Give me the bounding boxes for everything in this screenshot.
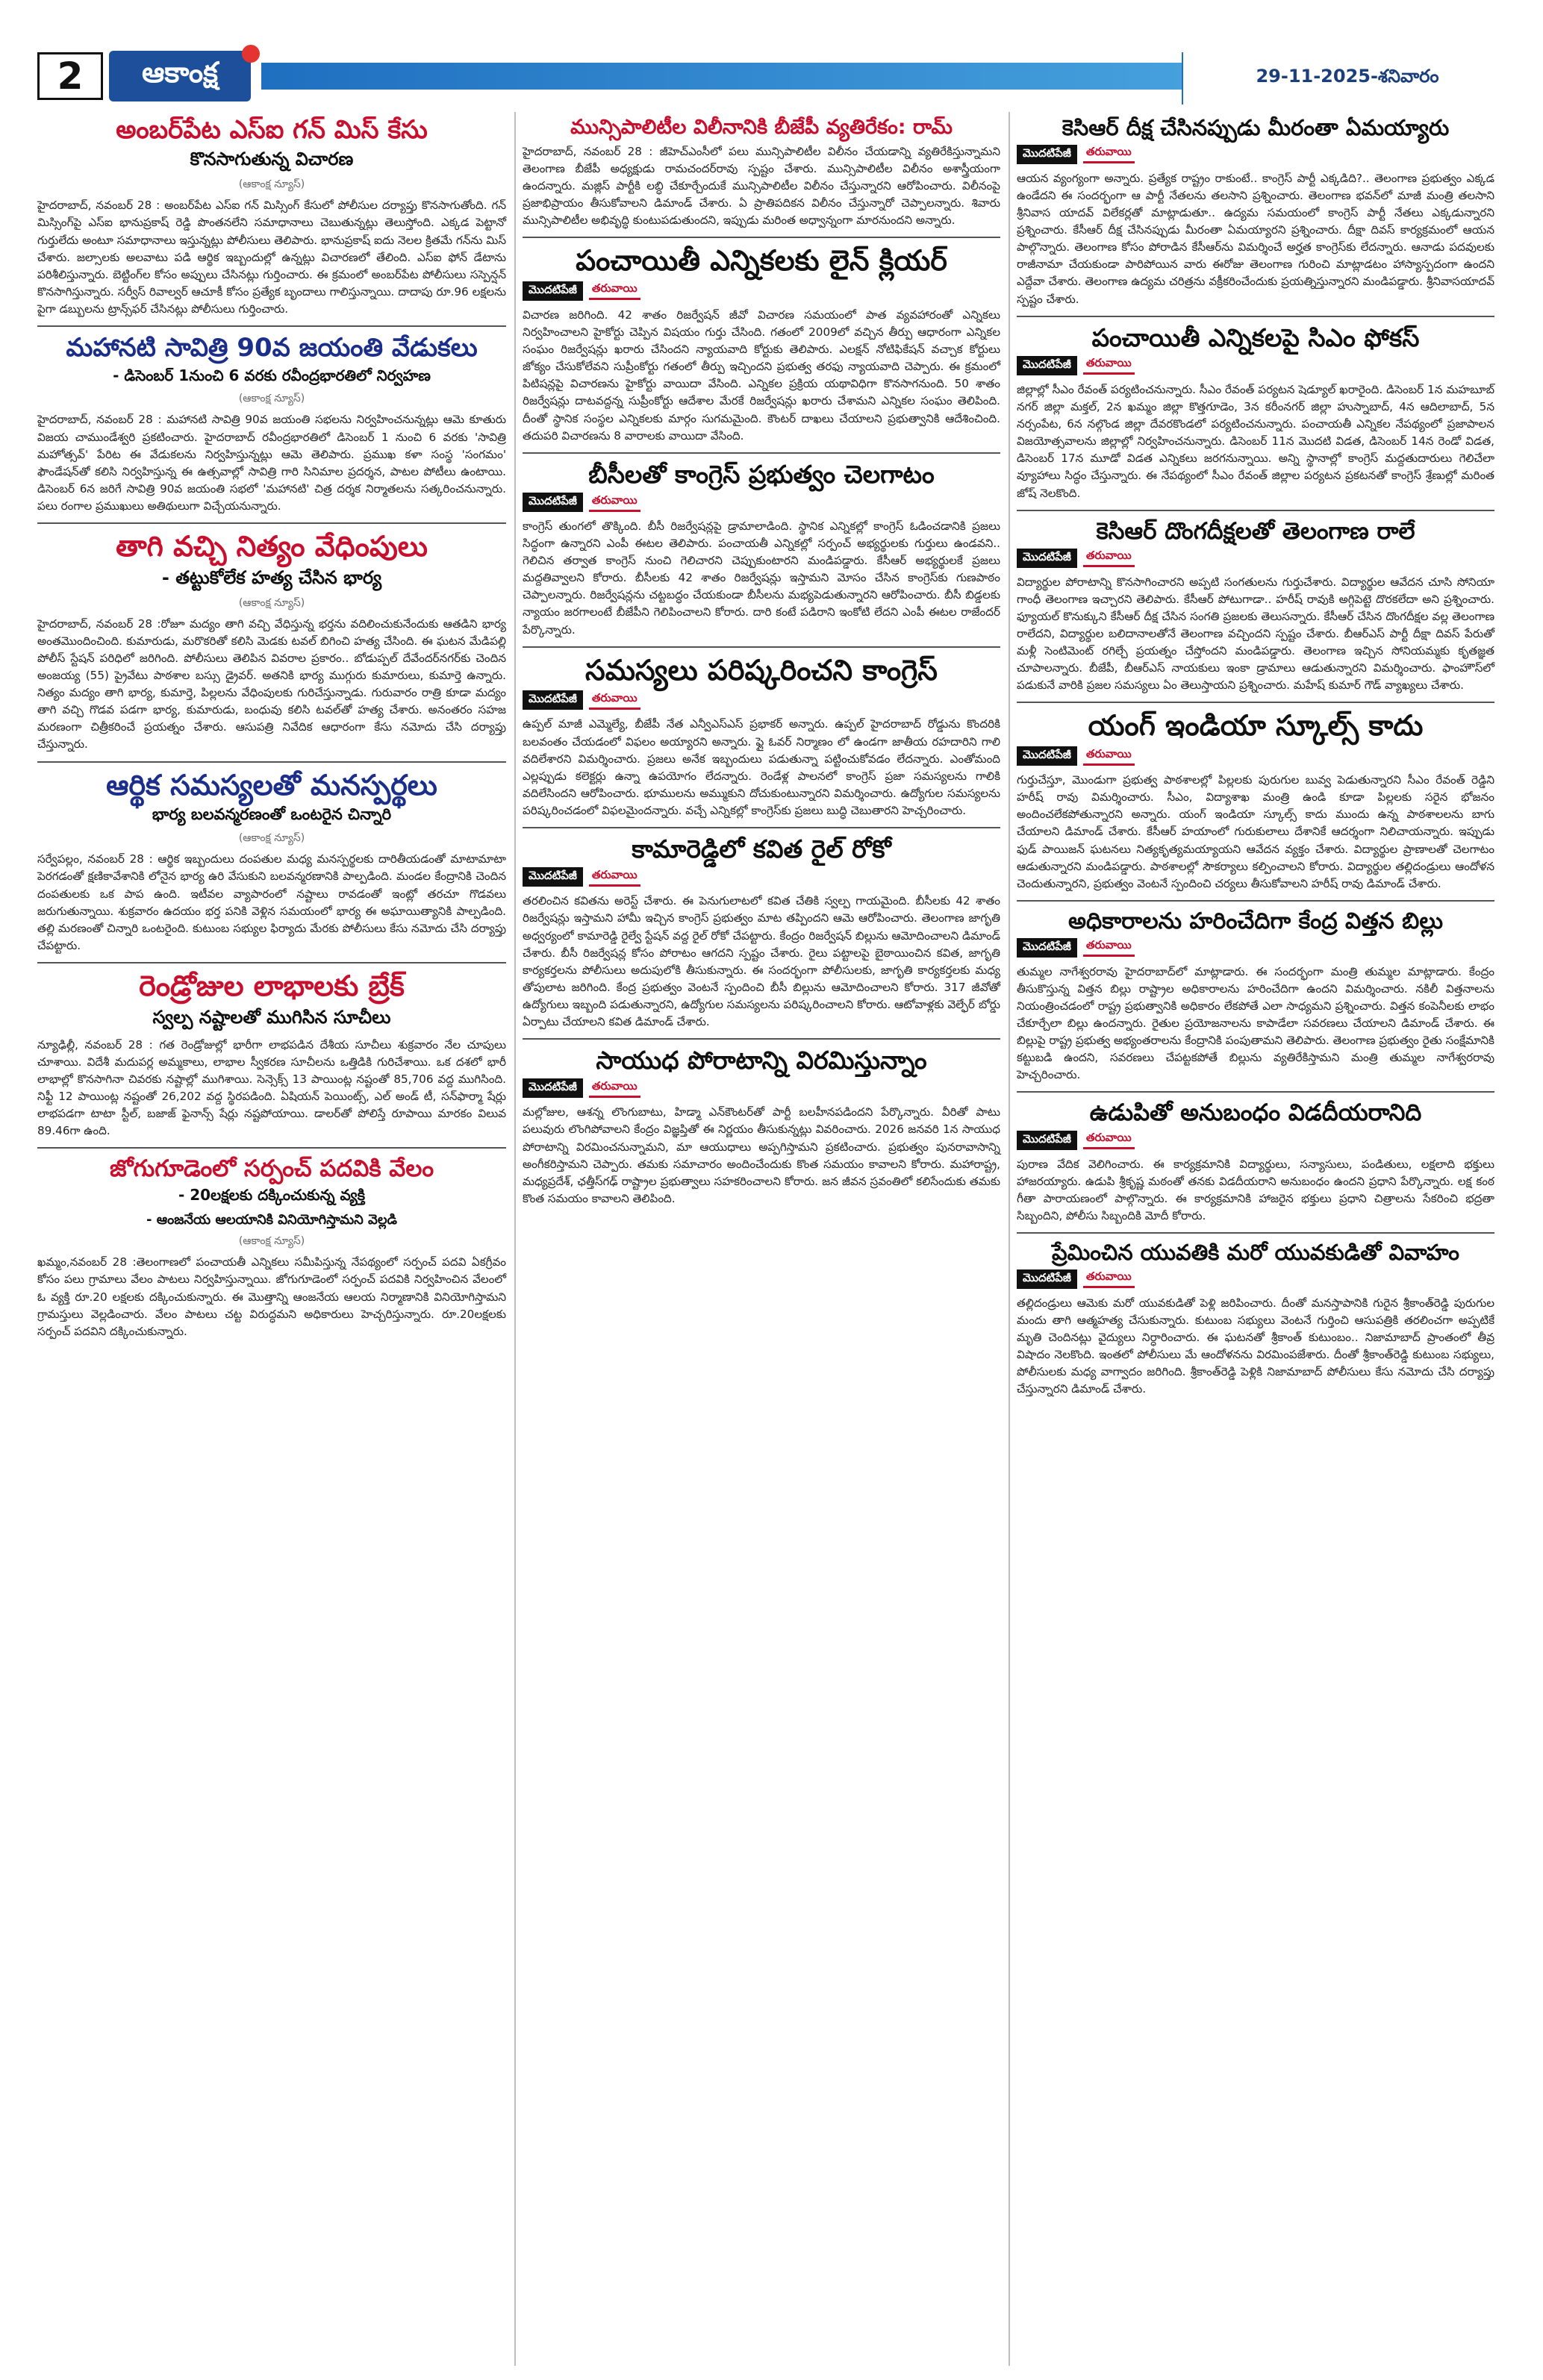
page-header	[37, 52, 1512, 104]
article-body: హైదరాబాద్, నవంబర్ 28 : జీహెచ్ఎంసీలో పలు మున్సిపాలిటీల విలీనం చేయడాన్ని వ్యతిరేకిస్తున్నామని తెలంగాణ బీజేపీ అధ్యక్షుడు రామచందర్‌రావు స్పష్టం చేశారు. మున్సిపాలిటీల విలీనం అశాస్త్రీయంగా ఉందన్నారు. మజ్లిస్ పార్టీకి లబ్ధి చేకూర్చేందుకే మున్సిపాలిటీల విలీనం చేస్తున్నారని ఆరోపించారు. విలీనంపై ప్రజాభిప్రాయం తీసుకోవాలని డిమాండ్ చేశారు. ఏ ప్రాతిపదికన విలీనం చేస్తున్నారో చెప్పాలన్నారు. శివారు మున్సిపాలిటీల అభివృద్ధి కుంటుపడుతుందని, ఇప్పుడు మరింత అధ్వాన్నంగా మారనుందని అన్నారు.	[523, 144, 1000, 228]
article-body: సర్వేపల్లం, నవంబర్ 28 : ఆర్థిక ఇబ్బందులు దంపతుల మధ్య మనస్పర్థలకు దారితీయడంతో మాటామాటా పెరగడంతో క్షణికావేశానికి లోనైన భార్య ఉరి వేసుకుని బలవన్మరణానికి పాల్పడింది. మండల కేంద్రానికి చెందిన దంపతులకు ఒక పాప ఉంది. ఇటీవల వ్యాపారంలో నష్టాలు రావడంతో ఇంట్లో తరచూ గొడవలు జరుగుతున్నాయి. శుక్రవారం ఉదయం భర్త పనికి వెళ్లిన సమయంలో భార్య ఈ అఘాయిత్యానికి పాల్పడింది. తల్లి మరణంతో చిన్నారి ఒంటరైంది. కుటుంబ సభ్యుల ఫిర్యాదు మేరకు పోలీసులు కేసు నమోదు చేసి దర్యాప్తు చేపట్టారు.	[37, 852, 506, 952]
continued-tag	[523, 1078, 1000, 1098]
divider	[523, 237, 1000, 238]
article-body: మల్లోజుల, ఆశన్న లొంగుబాటు, హిడ్మా ఎన్‌కౌంటర్‌తో పార్టీ బలహీనపడిందని పేర్కొన్నారు. వీరితో పాటు పలువురు లొంగిపోవాలని కేంద్రం విజ్ఞప్తితో ఈ నిర్ణయం తీసుకున్నట్లు వివరించారు. 2026 జనవరి 1న సాయుధ పోరాటాన్ని విరమించనున్నామని, మా ఆయుధాలు అప్పగిస్తామని ప్రకటించారు. ప్రభుత్వం పునరావాసాన్ని అంగీకరిస్తామని చెప్పారు. తమకు సమాచారం అందించేందుకు కొంత సమయం కావాలని కోరారు. మహారాష్ట్ర, మధ్యప్రదేశ్, ఛత్తీస్‌గఢ్ రాష్ట్రాల ప్రభుత్వాలు సహకరించాలని కోరారు. జన జీవన స్రవంతిలో కలిసేందుకు తమకు కొంత సమయం కావాలని తెలిపింది.	[523, 1105, 1000, 1205]
article-kavitha-rail-roko	[523, 836, 1000, 1031]
article-savitri-jayanti	[37, 334, 506, 515]
article-body: ఉప్పల్ మాజీ ఎమ్మెల్యే, బీజేపీ నేత ఎన్వీఎస్ఎస్ ప్రభాకర్ అన్నారు. ఉప్పల్ హైదరాబాద్ రోడ్డును కొందరికి బలవంతం చేయడంలో విఫలం అయ్యారని అన్నారు. ఫ్లై ఓవర్ నిర్మాణం లో ఉండగా జాతీయ రహదారిని గాలి వదిలేశారని విమర్శించారు. ప్రజలు అనేక ఇబ్బందులు పడుతున్నా పట్టించుకోవడం లేదన్నారు. ఎంతోమంది ఎల్లప్పుడు కలెక్టర్లు ఉన్నా ఉపయోగం లేదన్నారు. రెండేళ్ల పాలనలో కాంగ్రెస్ ప్రజా సమస్యలను గాలికి వదిలేసిందని ఆరోపించారు. భూములను అమ్ముకుని దోచుకుంటున్నారని విమర్శించారు. ఉద్యోగుల సమస్యలను పరిష్కరించడంలో విఫలమైందన్నారు. వచ్చే ఎన్నికల్లో కాంగ్రెస్‌కు ప్రజలు బుద్ధి చెబుతారని హెచ్చరించారు.	[523, 717, 1000, 817]
headline: కెసిఆర్ దొంగదీక్షలతో తెలంగాణ రాలే	[1096, 517, 1415, 545]
kicker-continued: తరువాయి	[589, 493, 640, 512]
subheadline: - డిసెంబర్ 1నుంచి 6 వరకు రవీంద్రభారతిలో నిర్వహణ	[113, 366, 431, 385]
subheadline: భార్య బలవన్మరణంతో ఒంటరైన చిన్నారి	[152, 805, 392, 824]
headline: అధికారాలను హరించేదిగా కేంద్ర విత్తన బిల్లు	[1068, 908, 1443, 934]
kicker-first-page: మొదటిపేజీ	[1017, 1131, 1077, 1150]
headline: ప్రేమించిన యువతికి మరో యువకుడితో వివాహం	[1051, 1239, 1460, 1265]
kicker-continued: తరువాయి	[1083, 356, 1135, 375]
divider	[37, 325, 506, 327]
column-left	[37, 112, 506, 2366]
subheadline: కొనసాగుతున్న విచారణ	[190, 149, 354, 170]
article-cm-focus	[1017, 322, 1494, 502]
column-divider	[1009, 112, 1010, 2366]
continued-tag	[1017, 145, 1494, 164]
article-kcr-fake-deeksha	[1017, 519, 1494, 695]
article-young-india-schools	[1017, 710, 1494, 892]
article-body: హైదరాబాద్, నవంబర్ 28 :రోజూ మద్యం తాగి వచ్చి వేధిస్తున్న భర్తను వదిలించుకునేందుకు ఆతడిని భార్య అంతమొందించింది. కుమారుడు, మరొకరితో కలిసి మెడకు టవల్ బిగించి హత్య చేసింది. ఈ ఘటన మేడిపల్లి పోలీస్ స్టేషన్ పరిధిలో జరిగింది. పోలీసులు తెలిపిన వివరాల ప్రకారం.. బోడుప్పల్ దేవేందర్‌నగర్‌కు చెందిన అంజయ్య (55) ప్రైవేటు పాఠశాల బస్సు డ్రైవర్. అతనికి భార్య ముగ్గురు కుమారులు, కుమార్తె ఉన్నారు. నిత్యం మద్యం తాగి భార్య, కుమార్తె, పిల్లలను వేధింపులకు గురిచేస్తున్నాడు. గురువారం రాత్రి కూడా మద్యం తాగి వచ్చి గొడవ పడగా భార్య, కుమారుడు, బంధువు కలిసి టవల్‌తో హత్య చేశారు. అనంతరం సహజ మరణంగా చిత్రీకరించే ప్రయత్నం చేశారు. ఆసుపత్రి నివేదిక ఆధారంగా కేసు నమోదు చేసి దర్యాప్తు చేస్తున్నారు.	[37, 616, 506, 752]
divider	[37, 522, 506, 524]
kicker-first-page: మొదటిపేజీ	[1017, 356, 1077, 375]
kicker-continued: తరువాయి	[1083, 1269, 1135, 1288]
article-kcr-deeksha	[1017, 116, 1494, 308]
subheadline: - తట్టుకోలేక హత్య చేసిన భార్య	[161, 566, 382, 588]
kicker-continued: తరువాయి	[1083, 549, 1135, 567]
news-credit: (ఆకాంక్ష న్యూస్)	[238, 832, 305, 845]
article-body: కాంగ్రెస్ తుంగలో తొక్కింది. బీసీ రిజర్వేషన్లపై డ్రామాలాడింది. స్థానిక ఎన్నికల్లో కాంగ్రెస్ ఓడించడానికి ప్రజలు సిద్ధంగా ఉన్నారని ఎంపీ ఈటల తెలిపారు. పంచాయతీ ఎన్నికల్లో సర్పంచ్ అభ్యర్థులకు గుర్తులు ఉండవని.. గెలిచిన తర్వాత కాంగ్రెస్ నుంచి గెలిచారని చెప్పుకుంటారని మండిపడ్డారు. కేసీఆర్ అభ్యర్థులకే ప్రజలు మద్దతివ్వాలని కోరారు. బీసీలకు 42 శాతం రిజర్వేషన్లు ఇస్తామని మోసం చేసిన కాంగ్రెస్‌కు గుణపాఠం చెప్పాలన్నారు. రిజర్వేషన్లను చట్టబద్ధం చేయకుండా బీసీలను మభ్యపెడుతున్నారని ఆరోపించారు. బీసీ బిడ్డలకు న్యాయం జరగాలంటే బీజేపీని గెలిపించాలని కోరారు. దారి కంటే పడిరాని ఇంకోటి లేదని ఎంపీ ఈటల రాజేందర్ పేర్కొన్నారు.	[523, 519, 1000, 637]
article-armed-struggle	[523, 1047, 1000, 1208]
continued-tag	[1017, 549, 1494, 568]
subheadline: స్వల్ప నష్టాలతో ముగిసిన సూచీలు	[152, 1006, 391, 1028]
article-body: తుమ్మల నాగేశ్వరరావు హైదరాబాద్‌లో మాట్లాడారు. ఈ సందర్భంగా మంత్రి తుమ్మల మాట్లాడారు. కేంద్రం తీసుకొస్తున్న విత్తన బిల్లు రాష్ట్రాల అధికారాలను హరించేదిగా ఉందని విమర్శించారు. నకిలీ విత్తనాలను నియంత్రించడంలో రాష్ట్ర ప్రభుత్వానికి అధికారం లేకపోతే ఎలా సాధ్యమని ప్రశ్నించారు. విత్తన కంపెనీలకు లాభం చేకూర్చేలా బిల్లు ఉందన్నారు. రైతుల ప్రయోజనాలను కాపాడేలా సవరణలు చేయాలని డిమాండ్ చేశారు. ఈ బిల్లుపై రాష్ట్ర ప్రభుత్వ అభ్యంతరాలను కేంద్రానికి పంపుతామని తెలిపారు. తెలంగాణ ప్రభుత్వం రైతు సంక్షేమానికి కట్టుబడి ఉందని, సవరణలు చేపట్టకపోతే బిల్లును వ్యతిరేకిస్తామని మంత్రి తుమ్మల నాగేశ్వరరావు హెచ్చరించారు.	[1017, 964, 1494, 1082]
continued-tag	[523, 867, 1000, 887]
article-body: తల్లిదండ్రులు ఆమెకు మరో యువకుడితో పెళ్లి జరిపించారు. దీంతో మనస్తాపానికి గురైన శ్రీకాంత్‌రెడ్డి పురుగుల మందు తాగి ఆత్మహత్య చేసుకున్నారు. కుటుంబ సభ్యులు వెంటనే గుర్తించి ఆసుపత్రికి తరలించగా అప్పటికే మృతి చెందినట్లు వైద్యులు నిర్ధారించారు. ఈ ఘటనతో శ్రీకాంత్ కుటుంబం.. నిజామాబాద్ ప్రాంతంలో తీవ్ర విషాదం నెలకొంది. ఇంతలో పోలీసులు మే ఆందోళనను విరమింపజేశారు. దీంతో శ్రీకాంత్‌రెడ్డి కుటుంబ సభ్యులు, పోలీసులకు మధ్య వాగ్వాదం జరిగింది. శ్రీకాంత్‌రెడ్డి పెళ్లికి నిజామాబాద్ పోలీసులు కేసు నమోదు చేసి దర్యాప్తు చేస్తున్నారని డిమాండ్ చేశారు.	[1017, 1296, 1494, 1396]
article-love-marriage	[1017, 1241, 1494, 1398]
headline: పంచాయితీ ఎన్నికలపై సిఎం ఫోకస్	[1091, 322, 1420, 352]
article-body: హైదరాబాద్, నవంబర్ 28 : అంబర్‌పేట ఎస్ఐ గన్ మిస్సింగ్ కేసులో పోలీసుల దర్యాప్తు కొనసాగుతోంది. గన్ మిస్సింగ్‌పై ఎస్ఐ భానుప్రకాష్ రెడ్డి పొంతనలేని సమాధానాలు చెబుతున్నట్లు తెలుస్తోంది. ఎక్కడ పెట్టానో గుర్తులేదు అంటూ సమాధానాలు ఇస్తున్నట్లు పోలీసులు తెలిపారు. భానుప్రకాష్ ఐదు నెలల క్రితమే గన్‌ను మిస్ చేశారు. జల్సాలకు అలవాటు పడి ఆర్థిక ఇబ్బందుల్లో ఉన్నట్లు విచారణలో తేలింది. ఎస్ఐ ఫోన్ డేటాను పరిశీలిస్తున్నారు. బెట్టింగ్‌ల కోసం అప్పులు చేసినట్లు గుర్తించారు. ఈ క్రమంలో అంబర్‌పేట పోలీసులు సస్పెన్షన్ కొనసాగిస్తున్నారు. సర్వీస్ రివాల్వర్ ఆచూకీ కోసం ప్రత్యేక బృందాలు గాలిస్తున్నాయి. దాదాపు రూ.96 లక్షలను పైగా డబ్బులను ట్రాన్స్‌ఫర్ చేసినట్లు పోలీసులు గుర్తించారు.	[37, 199, 506, 316]
article-financial-issues	[37, 770, 506, 955]
continued-tag	[1017, 356, 1494, 375]
continued-tag	[523, 690, 1000, 710]
masthead-title: ఆకాంక్ష	[142, 56, 218, 89]
kicker-first-page: మొదటిపేజీ	[523, 690, 583, 710]
continued-tag	[1017, 938, 1494, 958]
article-sarpanch-auction	[37, 1156, 506, 1340]
continued-tag	[1017, 1131, 1494, 1150]
news-credit: (ఆకాంక్ష న్యూస్)	[238, 393, 305, 405]
kicker-first-page: మొదటిపేజీ	[1017, 1269, 1077, 1289]
divider	[523, 1038, 1000, 1040]
article-body: హైదరాబాద్, నవంబర్ 28 : మహానటి సావిత్రి 90వ జయంతి సభలను నిర్వహించనున్నట్లు ఆమె కూతురు విజయ చాముండేశ్వరి ప్రకటించారు. హైదరాబాద్ రవీంద్రభారతిలో డిసెంబర్ 1 నుంచి 6 వరకు 'సావిత్రి మహోత్సవ్' పేరిట ఈ వేడుకలను నిర్వహిస్తున్నట్లు ఆమె తెలిపారు. ప్రముఖ కళా సంస్థ 'సంగమం' ఫౌండేషన్‌తో కలిసి నిర్వహిస్తున్న ఈ ఉత్సవాల్లో సావిత్రి గారి సినిమాల ప్రదర్శన, పాటల పోటీలు ఉంటాయి. డిసెంబర్ 6న జరిగే సావిత్రి 90వ జయంతి సభలో 'మహానటి' చిత్ర దర్శక నిర్మాతలను సత్కరించనున్నారు. పలు రంగాల ప్రముఖులు అతిథులుగా విచ్చేయనున్నారు.	[37, 413, 506, 513]
article-udupi-bond	[1017, 1100, 1494, 1224]
article-body: విచారణ జరిగింది. 42 శాతం రిజర్వేషన్ జీవో విచారణ సమయంలో పాత వ్యవహారంతో ఎన్నికలు నిర్వహించాలని హైకోర్టు చెప్పిన విషయం గుర్తు చేసింది. గతంలో 2009లో వచ్చిన తీర్పు ఆధారంగా ఎన్నికల సంఘం రిజర్వేషన్లు ఖరారు చేసిందని న్యాయవాది కోర్టుకు తెలిపారు. ఎలక్షన్ నోటిఫికేషన్ వచ్చాక కోర్టులు జోక్యం చేసుకోలేవని సుప్రీంకోర్టు గతంలో తీర్పు ఇచ్చిందని ప్రభుత్వ తరఫు న్యాయవాది చెప్పారు. ఈ క్రమంలో పిటిషన్లపై విచారణను హైకోర్టు వాయిదా వేసింది. ఎన్నికల ప్రక్రియ యథావిధిగా కొనసాగనుంది. 50 శాతం రిజర్వేషన్లు దాటవద్దన్న సుప్రీంకోర్టు ఆదేశాల మేరకే రిజర్వేషన్లు ఖరారు చేశామని ఎన్నికల సంఘం తెలిపింది. దీంతో స్థానిక సంస్థల ఎన్నికలకు మార్గం సుగమమైంది. కౌంటర్ దాఖలు చేయాలని ప్రభుత్వానికి ఆదేశించింది. తదుపరి విచారణను 8 వారాలకు వాయిదా వేసింది.	[523, 307, 1000, 443]
kicker-first-page: మొదటిపేజీ	[523, 1078, 583, 1098]
divider	[1017, 1091, 1494, 1093]
logo-dot-icon	[242, 45, 260, 63]
headline: జోగుగూడెంలో సర్పంచ్ పదవికి వేలం	[109, 1155, 434, 1183]
news-credit: (ఆకాంక్ష న్యూస్)	[238, 1235, 305, 1248]
article-panchayat-line-clear	[523, 246, 1000, 445]
kicker-continued: తరువాయి	[589, 691, 640, 710]
continued-tag	[523, 281, 1000, 301]
masthead-logo	[109, 51, 251, 101]
kicker-continued: తరువాయి	[589, 281, 640, 300]
kicker-first-page: మొదటిపేజీ	[1017, 938, 1077, 958]
subheadline: - ఆంజనేయ ఆలయానికి వినియోగిస్తామని వెల్లడి	[146, 1212, 397, 1228]
headline: సాయుధ పోరాటాన్ని విరమిస్తున్నాం	[596, 1046, 927, 1075]
article-body: ఖమ్మం,నవంబర్ 28 :తెలంగాణలో పంచాయతీ ఎన్నికలు సమీపిస్తున్న నేపథ్యంలో సర్పంచ్ పదవి ఏకగ్రీవం కోసం పలు గ్రామాలు వేలం పాటలు నిర్వహిస్తున్నాయి. జోగుగూడెంలో సర్పంచ్ పదవికి నిర్వహించిన వేలంలో ఓ వ్యక్తి రూ.20 లక్షలకు దక్కించుకున్నారు. ఈ మొత్తాన్ని ఆంజనేయ ఆలయ నిర్మాణానికి వినియోగిస్తామని గ్రామస్తులు వెల్లడించారు. వేలం పాటలు చట్ట విరుద్ధమని అధికారులు హెచ్చరిస్తున్నారు. రూ.20లక్షలకు సర్పంచ్ పదవిని దక్కించుకున్నారు.	[37, 1255, 506, 1338]
article-harassment-murder	[37, 531, 506, 754]
headline: కెసిఆర్ దీక్ష చేసినప్పుడు మీరంతా ఏమయ్యారు	[1062, 115, 1450, 140]
subheadline: - 20లక్షలకు దక్కించుకున్న వ్యక్తి	[178, 1186, 366, 1205]
divider	[37, 1147, 506, 1149]
kicker-continued: తరువాయి	[1083, 747, 1135, 766]
article-body: ఆయన వ్యంగ్యంగా అన్నారు. ప్రత్యేక రాష్ట్రం రాకుంటే.. కాంగ్రెస్ పార్టీ ఎక్కడిది?.. తెలంగాణ ప్రభుత్వం ఎక్కడ ఉండేదని ఈ సందర్భంగా ఆ పార్టీ నేతలను తలసాని ప్రశ్నించారు. తెలంగాణ భవన్‌లో మాజీ మంత్రి తలసాని శ్రీనివాస యాదవ్ విలేకర్లతో మాట్లాడుతూ.. ఉద్యమ సమయంలో కాంగ్రెస్ పార్టీ నేతలు ఎక్కడున్నారని ప్రశ్నించారు. కేసీఆర్ దీక్ష చేసినప్పుడు మీరంతా ఏమయ్యారని ప్రశ్నించారు. దీక్షా దివస్ కార్యక్రమంలో ఆయన పాల్గొన్నారు. తెలంగాణ కోసం పోరాడిన కేసీఆర్‌ను విమర్శించే అర్హత కాంగ్రెస్‌కు లేదన్నారు. ఆనాడు పదవులకు రాజీనామా చేయకుండా పారిపోయిన వారు ఈరోజు తెలంగాణ గురించి మాట్లాడటం హాస్యాస్పదంగా ఉందని ఎద్దేవా చేశారు. తెలంగాణ ఉద్యమ చరిత్రను వక్రీకరించేందుకు ప్రయత్నిస్తున్నారని మండిపడ్డారు. శ్రీనివాసయాదవ్ స్పష్టం చేశారు.	[1017, 171, 1494, 306]
kicker-continued: తరువాయి	[1083, 938, 1135, 957]
article-market-break	[37, 971, 506, 1140]
column-right	[1017, 112, 1494, 2366]
headline: ఉడుపితో అనుబంధం విడదీయరానిది	[1089, 1099, 1422, 1127]
divider	[523, 827, 1000, 828]
divider	[1017, 1232, 1494, 1234]
headline: మున్సిపాలిటీల విలీనానికి బీజేపీ వ్యతిరేకం: రామ్	[570, 116, 953, 139]
continued-tag	[523, 493, 1000, 512]
kicker-continued: తరువాయి	[589, 868, 640, 887]
kicker-continued: తరువాయి	[1083, 1131, 1135, 1149]
headline: అంబర్‌పేట ఎస్ఐ గన్ మిస్ కేసు	[116, 115, 428, 145]
divider	[1017, 702, 1494, 703]
article-body: పురాణ వేదిక వెలిగించారు. ఈ కార్యక్రమానికి విద్యార్థులు, సన్యాసులు, పండితులు, లక్షలాది భక్తులు హాజరయ్యారు. ఉడుపి శ్రీకృష్ణ మఠంతో తనకు విడదీయరాని అనుబంధం ఉందని ప్రధాని పేర్కొన్నారు. లక్ష కంఠ గీతా పారాయణంలో పాల్గొన్నారు. ఈ కార్యక్రమానికి హాజరైన భక్తులు ప్రధాని చిత్రాలను సేకరించి భద్రతా సిబ్బందిని, పోలీసు సిబ్బందికి మోదీ కోరారు.	[1017, 1157, 1494, 1222]
continued-tag	[1017, 1269, 1494, 1289]
article-body: న్యూఢిల్లీ, నవంబర్ 28 : గత రెండ్రోజుల్లో భారీగా లాభపడిన దేశీయ సూచీలు శుక్రవారం నేల చూపులు చూశాయి. విదేశీ మదుపర్ల అమ్మకాలు, లాభాల స్వీకరణ సూచీలను ఒత్తిడికి గురిచేశాయి. ఒక దశలో భారీ లాభాల్లో కొనసాగినా చివరకు నష్టాల్లో ముగిశాయి. సెన్సెక్స్ 13 పాయింట్ల నష్టంతో 85,706 వద్ద ముగిసింది. నిఫ్టీ 12 పాయింట్ల నష్టంతో 26,202 వద్ద స్థిరపడింది. ఏషియన్ పెయింట్స్, ఎల్ అండ్ టీ, సన్‌ఫార్మా షేర్లు లాభపడగా టాటా స్టీల్, బజాజ్ ఫైనాన్స్ షేర్లు నష్టపోయాయి. డాలర్‌తో పోలిస్తే రూపాయి మారకం విలువ 89.46గా ఉంది.	[37, 1037, 506, 1138]
article-seed-bill	[1017, 909, 1494, 1084]
divider	[37, 761, 506, 763]
headline: పంచాయితీ ఎన్నికలకు లైన్ క్లియర్	[576, 244, 947, 278]
article-body: విద్యార్థుల పోరాటాన్ని కొనసాగించారని అప్పటి సంగతులను గుర్తుచేశారు. విద్యార్థుల ఆవేదన చూసి సోనియా గాంధీ తెలంగాణ ఇచ్చారని తెలిపారు. కేసీఆర్ పోటుగాడా.. హరీష్ రావుకి అగ్గిపెట్టె దొరకలేదా అని ప్రశ్నించారు. ఫ్యూయల్ కొనుక్కుని కేసీఆర్ దీక్ష చేసిన సంగతి ప్రజలకు తెలుసన్నారు. కేసీఆర్ చేసిన దొంగదీక్షల వల్ల తెలంగాణ రాలేదని, విద్యార్థుల బలిదానాలతోనే తెలంగాణ వచ్చిందని స్పష్టం చేశారు. బీఆర్ఎస్ పార్టీ దీక్షా దివస్ పేరుతో మళ్లీ సెంటిమెంట్ రగిల్చే ప్రయత్నం చేస్తోందని మండిపడ్డారు. తెలంగాణ ఇచ్చిన సోనియమ్మకు కృతజ్ఞత చూపాలన్నారు. బీజేపీ, బీఆర్ఎస్ నాయకులు ఇంకా డ్రామాలు ఆడుతున్నారని విమర్శించారు. ఫాంహౌస్‌లో పడుకునే వారికి ప్రజల సమస్యలు ఏం తెలుస్తాయని ప్రశ్నించారు. మహేష్ కుమార్ గౌడ్ వ్యాఖ్యలు చేశారు.	[1017, 575, 1494, 693]
divider	[1017, 316, 1494, 317]
divider	[37, 962, 506, 963]
divider	[523, 452, 1000, 454]
article-problems-unsolved	[523, 655, 1000, 819]
column-divider	[514, 112, 516, 2366]
article-ambarpet-gun-case	[37, 116, 506, 318]
headline: కామారెడ్డిలో కవిత రైల్ రోకో	[632, 834, 891, 864]
headline: యంగ్ ఇండియా స్కూల్స్ కాదు	[1088, 709, 1424, 743]
headline: ఆర్థిక సమస్యలతో మనస్పర్థలు	[106, 768, 437, 802]
headline: తాగి వచ్చి నిత్యం వేధింపులు	[116, 530, 428, 563]
kicker-first-page: మొదటిపేజీ	[523, 867, 583, 887]
headline: మహానటి సావిత్రి 90వ జయంతి వేడుకలు	[66, 333, 478, 363]
kicker-first-page: మొదటిపేజీ	[523, 281, 583, 301]
column-middle	[523, 112, 1000, 2366]
issue-date: 29-11-2025-శనివారం	[1182, 52, 1512, 104]
kicker-first-page: మొదటిపేజీ	[1017, 549, 1077, 568]
article-body: తరలించిన కవితను అరెస్ట్ చేశారు. ఈ పెనుగులాటలో కవిత చేతికి స్వల్ప గాయమైంది. బీసీలకు 42 శాతం రిజర్వేషన్లు ఇస్తామని హామీ ఇచ్చిన కాంగ్రెస్ ప్రభుత్వం మాట తప్పిందని ఆమె ఆరోపించారు. తెలంగాణ జాగృతి అధ్వర్యంలో కామారెడ్డి రైల్వే స్టేషన్ వద్ద రైల్ రోకో చేపట్టారు. కేంద్రం రిజర్వేషన్ బిల్లును ఆమోదించాలని డిమాండ్ చేశారు. బీసీ రిజర్వేషన్ల కోసం పోరాటం ఆగదని స్పష్టం చేశారు. రైలు పట్టాలపై బైఠాయించిన కవిత, జాగృతి కార్యకర్తలను పోలీసులు అదుపులోకి తీసుకున్నారు. ఈ సందర్భంగా పోలీసులకు, జాగృతి కార్యకర్తలకు మధ్య తోపులాట జరిగింది. కేంద్ర ప్రభుత్వం వెంటనే స్పందించి బీసీ బిల్లును ఆమోదించాలని కోరారు. 317 జీవోతో ఉద్యోగులు ఇబ్బంది పడుతున్నారని, ఉద్యోగుల సమస్యలను పరిష్కరించాలని కోరారు. ఆటోవాళ్లకు వెల్ఫేర్ బోర్డు ఏర్పాటు చేయాలని కవిత డిమాండ్ చేశారు.	[523, 894, 1000, 1028]
page-number: 2	[37, 52, 103, 100]
article-municipality-merger	[523, 116, 1000, 229]
kicker-first-page: మొదటిపేజీ	[523, 493, 583, 512]
divider	[523, 646, 1000, 648]
headline: బీసీలతో కాంగ్రెస్ ప్రభుత్వం చెలగాటం	[588, 459, 935, 489]
news-credit: (ఆకాంక్ష న్యూస్)	[238, 178, 305, 191]
divider	[1017, 900, 1494, 902]
article-body: జిల్లాల్లో సీఎం రేవంత్ పర్యటించనున్నారు. సీఎం రేవంత్ పర్యటన షెడ్యూల్ ఖరారైంది. డిసెంబర్ 1న మహబూబ్ నగర్ జిల్లా మక్తల్, 2న ఖమ్మం జిల్లా కొత్తగూడెం, 3న కరీంనగర్ జిల్లా హుస్నాబాద్, 4న ఆదిలాబాద్, 5న నర్సంపేట, 6న నల్గొండ జిల్లా దేవరకొండలో పర్యటించనున్నారు. పంచాయతీ ఎన్నికల నేపథ్యంలో ప్రజాపాలన విజయోత్సవాలను జిల్లాల్లో నిర్వహించనున్నారు. డిసెంబర్ 11న మొదటి విడత, డిసెంబర్ 14న రెండో విడత, డిసెంబర్ 17న మూడో విడత ఎన్నికలు జరగనున్నాయి. అన్ని స్థానాల్లో కాంగ్రెస్ మద్దతుదారులు గెలిచేలా వ్యూహాలు సిద్ధం చేస్తున్నారు. ఈ నేపథ్యంలో సీఎం రేవంత్ జిల్లాల పర్యటన ప్రకటనతో కాంగ్రెస్ శ్రేణుల్లో మరింత జోష్ నెలకొంది.	[1017, 382, 1494, 500]
continued-tag	[1017, 746, 1494, 766]
kicker-continued: తరువాయి	[1083, 145, 1135, 163]
article-body: గుర్తుచేస్తూ, మొండుగా ప్రభుత్వ పాఠశాలల్లో పిల్లలకు పురుగుల బువ్వ పెడుతున్నారని సీఎం రేవంత్ రెడ్డిని హరీష్ రావు విమర్శించారు. సీఎం, విద్యాశాఖ మంత్రి ఉండి కూడా పిల్లలకు సరైన భోజనం అందించలేకపోతున్నారని అన్నారు. యంగ్ ఇండియా స్కూల్స్ కాదు ముందు ఉన్న పాఠశాలలను బాగు చేయాలని డిమాండ్ చేశారు. కేసీఆర్ హయాంలో గురుకులాలు దేశానికే ఆదర్శంగా నిలిచాయన్నారు. ఇప్పుడు ఫుడ్ పాయిజన్ ఘటనలు నిత్యకృత్యమయ్యాయని ఆవేదన వ్యక్తం చేశారు. విద్యార్థుల ప్రాణాలతో చెలగాటం ఆడుతున్నారని మండిపడ్డారు. పాఠశాలల్లో సౌకర్యాలు కల్పించాలని కోరారు. విద్యార్థుల తల్లిదండ్రులు ఆందోళన చెందుతున్నారని, ప్రభుత్వం వెంటనే స్పందించి చర్యలు తీసుకోవాలని హరీష్ రావు డిమాండ్ చేశారు.	[1017, 773, 1494, 890]
header-color-strip	[261, 63, 1306, 90]
headline: రెండ్రోజుల లాభాలకు బ్రేక్	[139, 969, 405, 1002]
headline: సమస్యలు పరిష్కరించని కాంగ్రెస్	[585, 653, 938, 687]
kicker-first-page: మొదటిపేజీ	[1017, 746, 1077, 766]
news-credit: (ఆకాంక్ష న్యూస్)	[238, 596, 305, 609]
kicker-first-page: మొదటిపేజీ	[1017, 145, 1077, 164]
kicker-continued: తరువాయి	[589, 1079, 640, 1098]
divider	[1017, 510, 1494, 511]
article-bc-congress	[523, 461, 1000, 639]
